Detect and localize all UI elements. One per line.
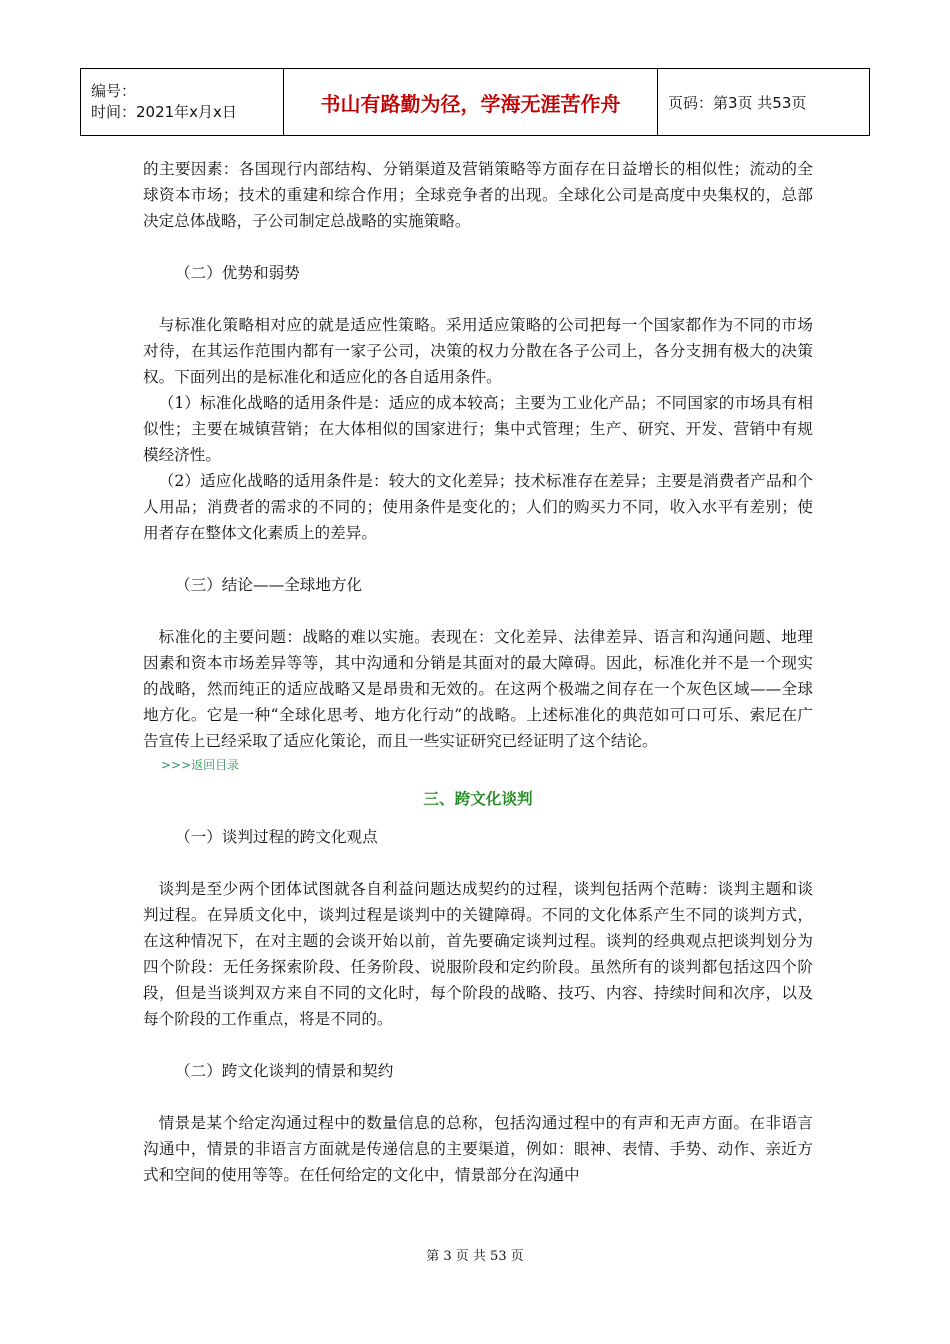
header-meta [81,69,284,135]
header-page-info: 页码：第3页 共53页 [668,93,807,112]
back-to-toc-link[interactable]: >>>返回目录 [161,758,240,772]
date-label: 时间：2021年x月x日 [91,103,237,121]
section-heading: （一）谈判过程的跨文化观点 [175,828,378,846]
header-motto: 书山有路勤为径，学海无涯苦作舟 [284,69,658,135]
section-heading: （三）结论——全球地方化 [175,576,363,594]
page-footer: 第 3 页 共 53 页 [426,1249,524,1264]
paragraph: 谈判是至少两个团体试图就各自利益问题达成契约的过程，谈判包括两个范畴：谈判主题和谈判过程。在异质文化中，谈判过程是谈判中的关键障碍。不同的文化体系产生不同的谈判方式，在这种情况下，在对主题的会谈开始以前，首先要确定谈判过程。谈判的经典观点把谈判划分为四个阶段：无任务探索阶段、任务阶段、说服阶段和定约阶段。虽然所有的谈判都包括这四个阶段，但是当谈判双方来自不同的文化时，每个阶段的战略、技巧、内容、持续时间和次序，以及每个阶段的工作重点，将是不同的。 [143,880,813,1028]
document-header [80,68,870,136]
paragraph: 情景是某个给定沟通过程中的数量信息的总称，包括沟通过程中的有声和无声方面。在非语言沟通中，情景的非语言方面就是传递信息的主要渠道，例如：眼神、表情、手势、动作、亲近方式和空间的使用等等。在任何给定的文化中，情景部分在沟通中 [143,1114,813,1184]
section-heading: （二）跨文化谈判的情景和契约 [175,1062,394,1080]
paragraph: （2）适应化战略的适用条件是：较大的文化差异；技术标准存在差异；主要是消费者产品和个人用品；消费者的需求的不同的；使用条件是变化的；人们的购买力不同，收入水平有差别；使用者存在整体文化素质上的差异。 [143,472,813,542]
code-label: 编号： [91,82,137,100]
paragraph: 的主要因素：各国现行内部结构、分销渠道及营销策略等方面存在日益增长的相似性；流动的全球资本市场；技术的重建和综合作用；全球竞争者的出现。全球化公司是高度中央集权的，总部决定总体战略，子公司制定总战略的实施策略。 [143,160,813,230]
chapter-heading: 三、跨文化谈判 [423,790,533,808]
paragraph: 标准化的主要问题：战略的难以实施。表现在：文化差异、法律差异、语言和沟通问题、地理因素和资本市场差异等等，其中沟通和分销是其面对的最大障碍。因此，标准化并不是一个现实的战略，然而纯正的适应战略又是昂贵和无效的。在这两个极端之间存在一个灰色区域——全球地方化。它是一种“全球化思考、地方化行动”的战略。上述标准化的典范如可口可乐、索尼在广告宣传上已经采取了适应化策论，而且一些实证研究已经证明了这个结论。 [143,628,813,750]
paragraph: （1）标准化战略的适用条件是：适应的成本较高；主要为工业化产品；不同国家的市场具有相似性；主要在城镇营销；在大体相似的国家进行；集中式管理；生产、研究、开发、营销中有规模经济性。 [143,394,813,464]
document-body [143,156,813,1188]
section-heading: （二）优势和弱势 [175,264,300,282]
paragraph: 与标准化策略相对应的就是适应性策略。采用适应策略的公司把每一个国家都作为不同的市场对待，在其运作范围内都有一家子公司，决策的权力分散在各子公司上，各分支拥有极大的决策权。下面列出的是标准化和适应化的各自适用条件。 [143,316,813,386]
